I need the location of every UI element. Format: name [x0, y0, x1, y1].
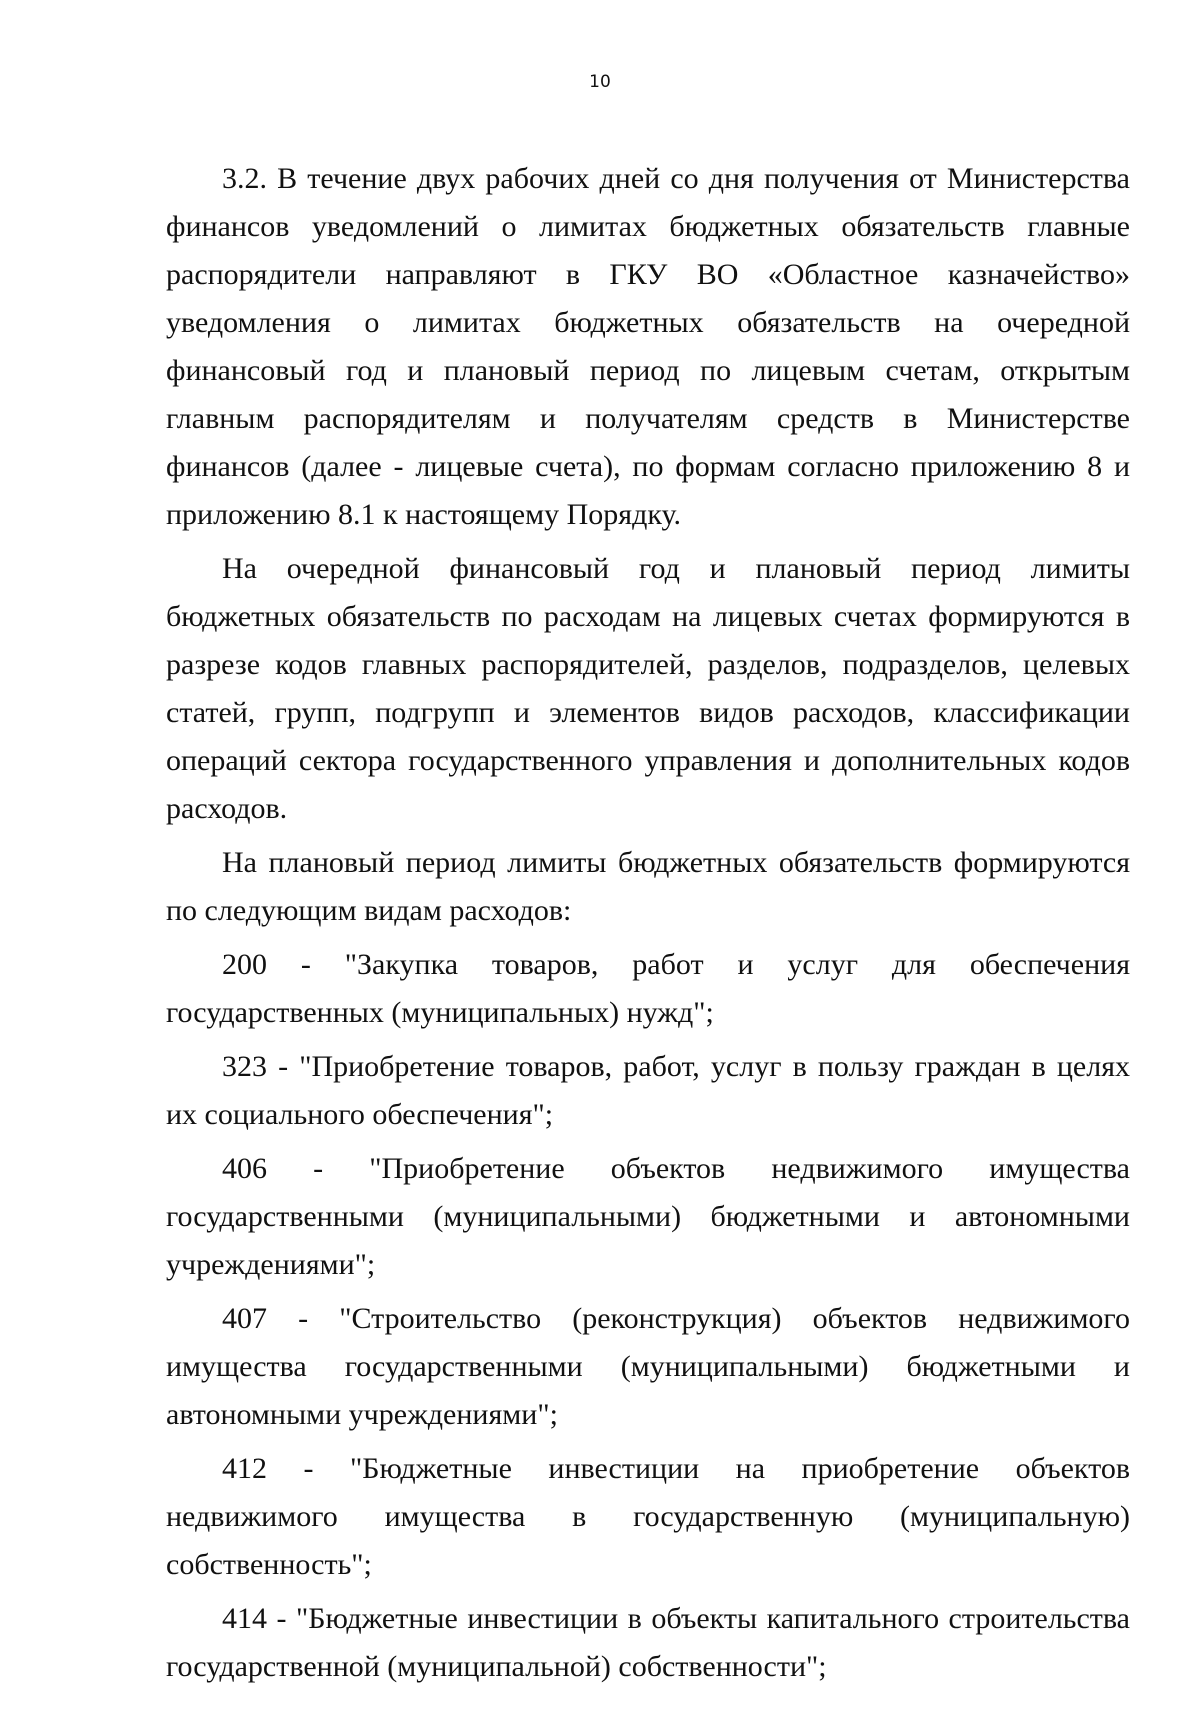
- paragraph-3-2: 3.2. В течение двух рабочих дней со дня получения от Министерства финансов уведомлений о лимитах бюджетных обязательств главные распорядители направляют в ГКУ ВО «Областное казначейство» уведомления о лимитах бюджетных обязательств на очередной финансовый год и плановый период по лицевым счетам, открытым главным распорядителям и получателям средств в Министерстве финансов (далее - лицевые счета), по формам согласно приложению 8 и приложению 8.1 к настоящему Порядку.: [166, 162, 1130, 531]
- list-item-323: 323 - "Приобретение товаров, работ, услуг в пользу граждан в целях их социального обеспечения";: [166, 1050, 1130, 1131]
- list-item-414: 414 - "Бюджетные инвестиции в объекты капитального строительства государственной (муниципальной) собственности";: [166, 1602, 1130, 1683]
- paragraph-limits-planning-period: На плановый период лимиты бюджетных обязательств формируются по следующим видам расходов:: [166, 846, 1130, 927]
- list-item-407: 407 - "Строительство (реконструкция) объектов недвижимого имущества государственными (муниципальными) бюджетными и автономными учреждениями";: [166, 1302, 1130, 1431]
- page-number: 10: [589, 72, 611, 92]
- paragraph-limits-current-year: На очередной финансовый год и плановый период лимиты бюджетных обязательств по расходам на лицевых счетах формируются в разрезе кодов главных распорядителей, разделов, подразделов, целевых статей, групп, подгрупп и элементов видов расходов, классификации операций сектора государственного управления и дополнительных кодов расходов.: [166, 552, 1130, 825]
- document-body: [166, 155, 1130, 1691]
- list-item-412: 412 - "Бюджетные инвестиции на приобретение объектов недвижимого имущества в государственную (муниципальную) собственность";: [166, 1452, 1130, 1581]
- list-item-406: 406 - "Приобретение объектов недвижимого имущества государственными (муниципальными) бюджетными и автономными учреждениями";: [166, 1152, 1130, 1281]
- list-item-200: 200 - "Закупка товаров, работ и услуг для обеспечения государственных (муниципальных) нужд";: [166, 948, 1130, 1029]
